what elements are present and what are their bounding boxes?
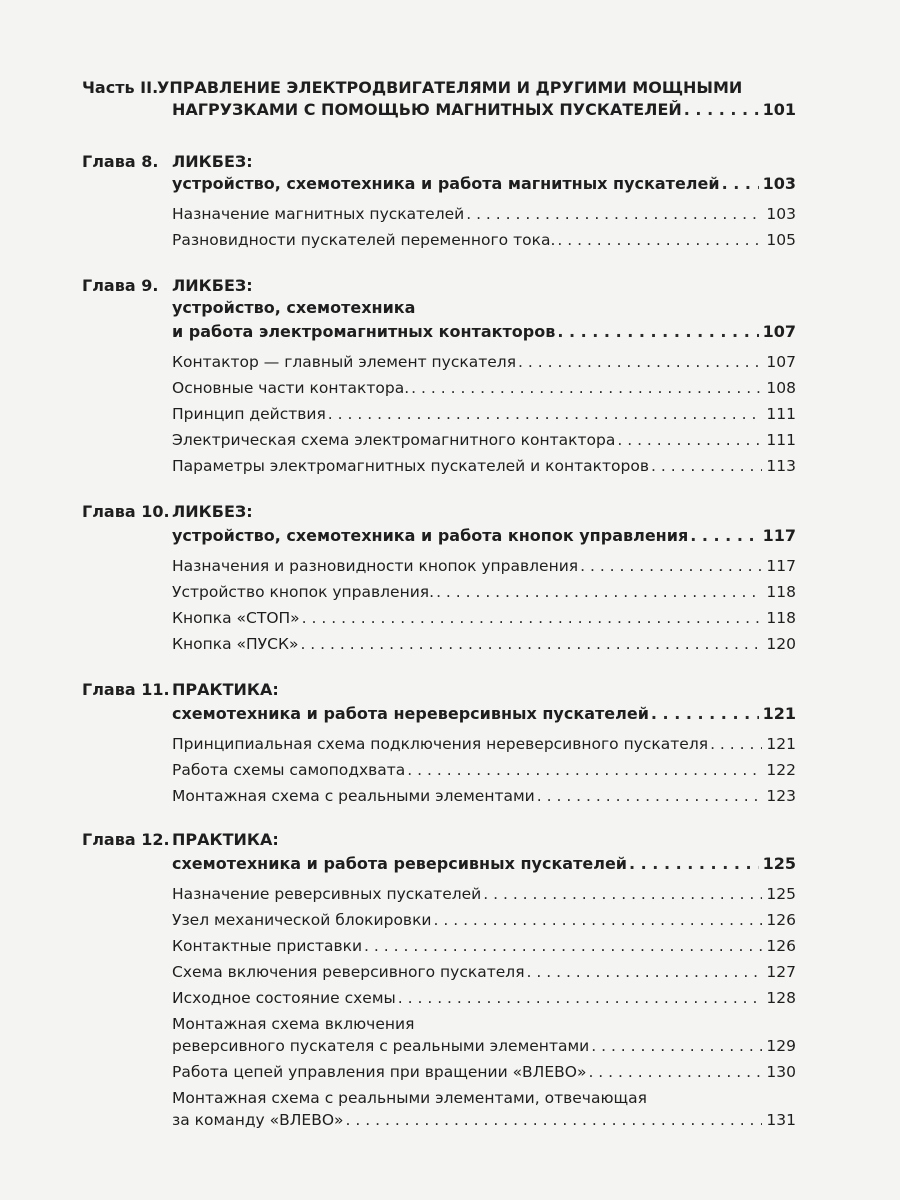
leader-dots xyxy=(557,230,762,250)
toc-item-text: Принципиальная схема подключения нереверсивного пускателя xyxy=(172,735,709,753)
chapter-12-label: Глава 12. xyxy=(82,830,170,849)
leader-dots xyxy=(557,322,758,342)
toc-item[interactable] xyxy=(172,580,796,602)
leader-dots xyxy=(690,526,758,546)
toc-item-text: за команду «ВЛЕВО» xyxy=(172,1111,344,1129)
chapter-11-title-line2: схемотехника и работа нереверсивных пускателей xyxy=(172,704,649,723)
toc-item[interactable] xyxy=(172,606,796,628)
leader-dots xyxy=(591,1036,762,1056)
toc-item[interactable] xyxy=(172,554,796,576)
chapter-10-title-line2: устройство, схемотехника и работа кнопок управления xyxy=(172,526,689,545)
page-number: 122 xyxy=(766,761,796,779)
toc-item-text: реверсивного пускателя с реальными элементами xyxy=(172,1037,590,1055)
toc-item-text: Устройство кнопок управления. xyxy=(172,583,435,601)
leader-dots xyxy=(518,352,762,372)
toc-item-text: Принцип действия xyxy=(172,405,326,423)
toc-item-line1: Монтажная схема с реальными элементами, отвечающая xyxy=(172,1089,647,1107)
chapter-9-title-line1: ЛИКБЕЗ: xyxy=(172,276,253,295)
toc-item-text: Назначение реверсивных пускателей xyxy=(172,885,482,903)
toc-item-text: Узел механической блокировки xyxy=(172,911,432,929)
chapter-11-label: Глава 11. xyxy=(82,680,170,699)
page-number: 126 xyxy=(766,937,796,955)
page-number: 121 xyxy=(766,735,796,753)
page-number: 117 xyxy=(762,526,796,545)
chapter-9-label: Глава 9. xyxy=(82,276,159,295)
page-number: 107 xyxy=(762,322,796,341)
toc-item[interactable] xyxy=(172,1108,796,1130)
toc-item-text: Назначение магнитных пускателей xyxy=(172,205,465,223)
toc-item[interactable] xyxy=(172,934,796,956)
toc-item[interactable] xyxy=(172,1060,796,1082)
page-number: 103 xyxy=(766,205,796,223)
leader-dots xyxy=(651,456,762,476)
page-number: 125 xyxy=(762,854,796,873)
leader-dots xyxy=(580,556,762,576)
toc-item-text: Контактор — главный элемент пускателя xyxy=(172,353,517,371)
toc-item-text: Назначения и разновидности кнопок управления xyxy=(172,557,579,575)
toc-item[interactable] xyxy=(172,960,796,982)
toc-item-text: Кнопка «ПУСК» xyxy=(172,635,299,653)
toc-item[interactable] xyxy=(172,1034,796,1056)
page-number: 113 xyxy=(766,457,796,475)
chapter-8-label: Глава 8. xyxy=(82,152,159,171)
toc-item-text: Кнопка «СТОП» xyxy=(172,609,300,627)
part-title-line2: НАГРУЗКАМИ С ПОМОЩЬЮ МАГНИТНЫХ ПУСКАТЕЛЕЙ xyxy=(172,100,682,119)
leader-dots xyxy=(407,760,762,780)
chapter-10-entry[interactable] xyxy=(172,524,796,546)
leader-dots xyxy=(328,404,763,424)
page-number: 103 xyxy=(762,174,796,193)
toc-item-text: Монтажная схема с реальными элементами xyxy=(172,787,535,805)
leader-dots xyxy=(537,786,763,806)
page-number: 117 xyxy=(766,557,796,575)
page-number: 130 xyxy=(766,1063,796,1081)
toc-item[interactable] xyxy=(172,350,796,372)
part-label: Часть II. xyxy=(82,78,159,97)
part-entry[interactable] xyxy=(172,98,796,120)
toc-item[interactable] xyxy=(172,376,796,398)
toc-item[interactable] xyxy=(172,428,796,450)
leader-dots xyxy=(629,854,759,874)
chapter-8-entry[interactable] xyxy=(172,172,796,194)
leader-dots xyxy=(434,910,763,930)
page-number: 108 xyxy=(766,379,796,397)
leader-dots xyxy=(346,1110,763,1130)
toc-item-text: Работа схемы самоподхвата xyxy=(172,761,406,779)
leader-dots xyxy=(411,378,762,398)
chapter-11-title-line1: ПРАКТИКА: xyxy=(172,680,279,699)
part-title-line1: УПРАВЛЕНИЕ ЭЛЕКТРОДВИГАТЕЛЯМИ И ДРУГИМИ МОЩНЫМИ xyxy=(157,78,743,97)
toc-item-text: Разновидности пускателей переменного тока. xyxy=(172,231,556,249)
page-number: 111 xyxy=(766,405,796,423)
chapter-12-title-line1: ПРАКТИКА: xyxy=(172,830,279,849)
page-number: 123 xyxy=(766,787,796,805)
page-number: 101 xyxy=(762,100,796,119)
toc-item[interactable] xyxy=(172,228,796,250)
chapter-8-title-line2: устройство, схемотехника и работа магнитных пускателей xyxy=(172,174,720,193)
toc-item[interactable] xyxy=(172,632,796,654)
chapter-8-title-line1: ЛИКБЕЗ: xyxy=(172,152,253,171)
toc-item-text: Работа цепей управления при вращении «ВЛЕВО» xyxy=(172,1063,587,1081)
leader-dots xyxy=(617,430,762,450)
leader-dots xyxy=(302,608,763,628)
toc-item-text: Контактные приставки xyxy=(172,937,363,955)
leader-dots xyxy=(300,634,762,654)
leader-dots xyxy=(466,204,762,224)
page-number: 125 xyxy=(766,885,796,903)
page-number: 120 xyxy=(766,635,796,653)
page-number: 121 xyxy=(762,704,796,723)
chapter-12-title-line2: схемотехника и работа реверсивных пускателей xyxy=(172,854,627,873)
toc-item-text: Основные части контактора. xyxy=(172,379,410,397)
page-number: 127 xyxy=(766,963,796,981)
leader-dots xyxy=(364,936,762,956)
toc-item[interactable] xyxy=(172,986,796,1008)
toc-item[interactable] xyxy=(172,202,796,224)
leader-dots xyxy=(651,704,759,724)
leader-dots xyxy=(684,100,759,120)
toc-item-text: Электрическая схема электромагнитного контактора xyxy=(172,431,616,449)
toc-item[interactable] xyxy=(172,454,796,476)
chapter-9-title-line2: устройство, схемотехника xyxy=(172,298,416,317)
toc-item[interactable] xyxy=(172,784,796,806)
page-number: 128 xyxy=(766,989,796,1007)
chapter-10-label: Глава 10. xyxy=(82,502,170,521)
toc-item[interactable] xyxy=(172,758,796,780)
toc-item[interactable] xyxy=(172,402,796,424)
page-number: 131 xyxy=(766,1111,796,1129)
leader-dots xyxy=(588,1062,762,1082)
chapter-11-entry[interactable] xyxy=(172,702,796,724)
toc-item-line1: Монтажная схема включения xyxy=(172,1015,415,1033)
page-number: 118 xyxy=(766,609,796,627)
chapter-10-title-line1: ЛИКБЕЗ: xyxy=(172,502,253,521)
page-number: 129 xyxy=(766,1037,796,1055)
toc-item[interactable] xyxy=(172,732,796,754)
leader-dots xyxy=(436,582,762,602)
chapter-9-title-line3: и работа электромагнитных контакторов xyxy=(172,322,556,341)
toc-item[interactable] xyxy=(172,908,796,930)
page-number: 105 xyxy=(766,231,796,249)
toc-item-text: Исходное состояние схемы xyxy=(172,989,396,1007)
chapter-9-entry[interactable] xyxy=(172,320,796,342)
toc-item-text: Схема включения реверсивного пускателя xyxy=(172,963,525,981)
page-number: 126 xyxy=(766,911,796,929)
page-number: 107 xyxy=(766,353,796,371)
leader-dots xyxy=(722,174,759,194)
leader-dots xyxy=(398,988,763,1008)
chapter-12-entry[interactable] xyxy=(172,852,796,874)
page-number: 118 xyxy=(766,583,796,601)
leader-dots xyxy=(527,962,763,982)
leader-dots xyxy=(710,734,762,754)
leader-dots xyxy=(483,884,762,904)
page-number: 111 xyxy=(766,431,796,449)
toc-item[interactable] xyxy=(172,882,796,904)
toc-item-text: Параметры электромагнитных пускателей и контакторов xyxy=(172,457,649,475)
